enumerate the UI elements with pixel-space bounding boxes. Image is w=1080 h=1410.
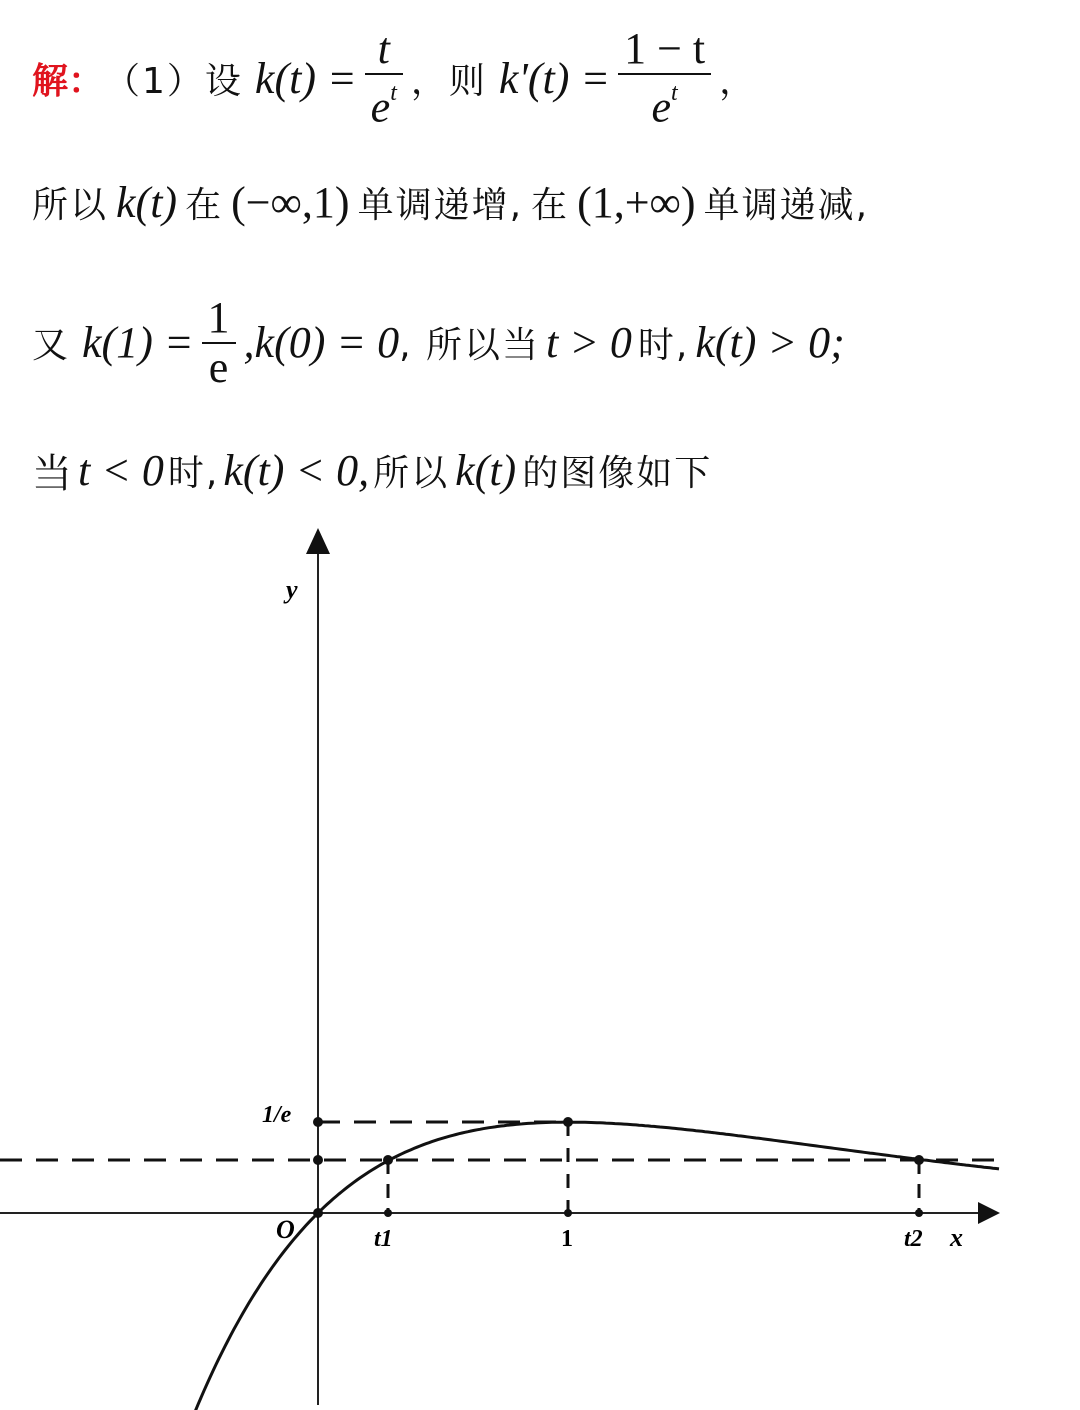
point-y-peak bbox=[313, 1117, 323, 1127]
point-t2 bbox=[914, 1155, 924, 1165]
part-number: （1）设 bbox=[104, 60, 243, 102]
interval-decreasing: (1,+∞) bbox=[577, 177, 696, 227]
y-axis-arrow bbox=[306, 528, 330, 554]
point-peak bbox=[563, 1117, 573, 1127]
x-tick-label-t2: t2 bbox=[904, 1226, 923, 1252]
y-tick-label: 1/e bbox=[262, 1102, 292, 1128]
comma: ， bbox=[719, 60, 758, 102]
solution-line-3: 又 k(1) = $\frac{1}{e}$ ,k(0) = 0 , 所以当 t > 0 时, k(t) > 0; bbox=[32, 292, 845, 392]
function-graph bbox=[0, 510, 1080, 1410]
tick-1 bbox=[564, 1209, 572, 1217]
point-y-level bbox=[313, 1155, 323, 1165]
tick-t2 bbox=[915, 1209, 923, 1217]
y-axis-label: y bbox=[286, 575, 298, 604]
fraction-one-over-e: $\frac{1}{e}$ bbox=[202, 294, 236, 392]
tick-t1 bbox=[384, 1209, 392, 1217]
then-text: 则 bbox=[448, 60, 487, 102]
k-definition: k(t) = bbox=[254, 53, 357, 103]
fraction-t-over-et: $\frac{t}{e^t}$ bbox=[365, 25, 403, 132]
k-prime: k'(t) = bbox=[498, 53, 611, 103]
k-curve bbox=[195, 1122, 999, 1410]
x-tick-label-t1: t1 bbox=[374, 1226, 393, 1252]
x-axis-label: x bbox=[950, 1223, 963, 1252]
fraction-derivative: $\frac{1 - t}{e^t}$ bbox=[618, 25, 711, 132]
x-tick-label-1: 1 bbox=[561, 1226, 573, 1252]
origin-label: O bbox=[276, 1215, 295, 1244]
point-origin bbox=[313, 1208, 323, 1218]
comma: ， bbox=[410, 60, 449, 102]
point-t1 bbox=[383, 1155, 393, 1165]
solution-line-2: 所以 k(t) 在 (−∞,1) 单调递增, 在 (1,+∞) 单调递减, bbox=[32, 177, 870, 227]
solution-label: 解： bbox=[32, 60, 105, 102]
solution-line-1 bbox=[32, 18, 757, 138]
solution-line-4: 当 t < 0 时, k(t) < 0, 所以 k(t) 的图像如下 bbox=[32, 445, 713, 497]
x-axis-arrow bbox=[978, 1202, 1000, 1224]
interval-increasing: (−∞,1) bbox=[231, 177, 350, 227]
